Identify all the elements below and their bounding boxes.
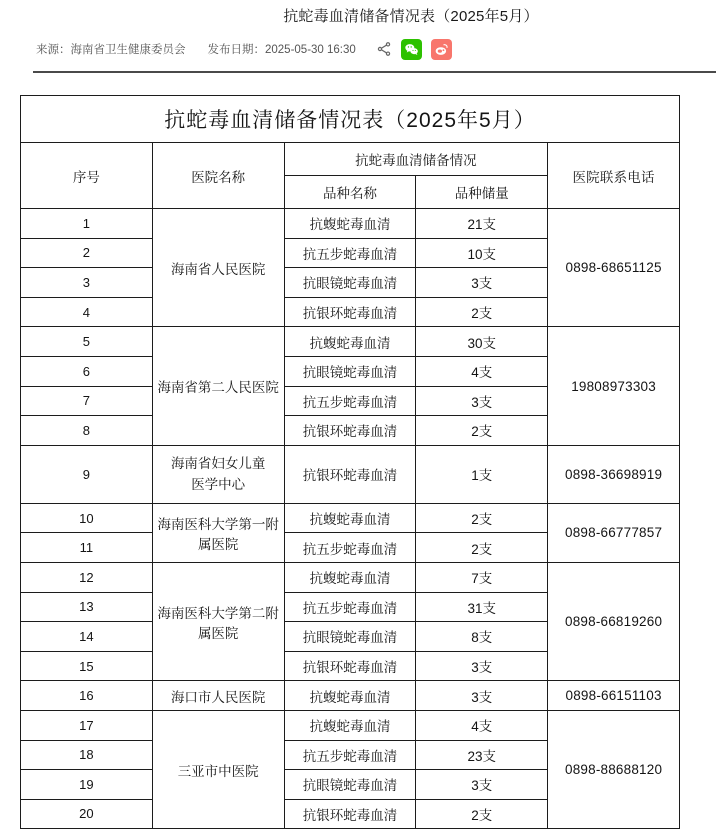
header-hospital: 医院名称 xyxy=(152,143,284,209)
cell-telephone: 19808973303 xyxy=(548,327,680,445)
cell-qty: 3支 xyxy=(416,386,548,416)
cell-kind: 抗蝮蛇毒血清 xyxy=(284,710,416,740)
cell-kind: 抗眼镜蛇毒血清 xyxy=(284,268,416,298)
article-header xyxy=(0,0,716,64)
cell-qty: 2支 xyxy=(416,799,548,829)
cell-hospital-name: 海南医科大学第二附属医院 xyxy=(152,562,284,680)
cell-qty: 23支 xyxy=(416,740,548,770)
cell-telephone: 0898-66819260 xyxy=(548,562,680,680)
cell-kind: 抗眼镜蛇毒血清 xyxy=(284,622,416,652)
cell-hospital-name: 海南省第二人民医院 xyxy=(152,327,284,445)
cell-seq: 11 xyxy=(21,533,153,563)
header-kind-name: 品种名称 xyxy=(284,176,416,209)
table-row xyxy=(21,710,680,740)
cell-hospital-name: 海口市人民医院 xyxy=(152,681,284,711)
cell-hospital-name: 三亚市中医院 xyxy=(152,710,284,828)
cell-qty: 7支 xyxy=(416,562,548,592)
cell-kind: 抗蝮蛇毒血清 xyxy=(284,681,416,711)
cell-qty: 2支 xyxy=(416,533,548,563)
cell-seq: 7 xyxy=(21,386,153,416)
table-row xyxy=(21,681,680,711)
cell-seq: 2 xyxy=(21,238,153,268)
article-meta-row xyxy=(0,34,716,64)
cell-qty: 21支 xyxy=(416,209,548,239)
cell-seq: 5 xyxy=(21,327,153,357)
cell-qty: 4支 xyxy=(416,710,548,740)
cell-kind: 抗银环蛇毒血清 xyxy=(284,445,416,503)
cell-telephone: 0898-66151103 xyxy=(548,681,680,711)
cell-kind: 抗五步蛇毒血清 xyxy=(284,386,416,416)
cell-qty: 3支 xyxy=(416,268,548,298)
share-group xyxy=(376,39,452,60)
cell-kind: 抗五步蛇毒血清 xyxy=(284,238,416,268)
cell-kind: 抗银环蛇毒血清 xyxy=(284,297,416,327)
cell-qty: 3支 xyxy=(416,681,548,711)
cell-telephone: 0898-88688120 xyxy=(548,710,680,828)
header-seq: 序号 xyxy=(21,143,153,209)
cell-seq: 3 xyxy=(21,268,153,298)
header-divider xyxy=(33,71,716,73)
cell-qty: 4支 xyxy=(416,356,548,386)
cell-qty: 3支 xyxy=(416,770,548,800)
table-body xyxy=(21,96,680,829)
cell-kind: 抗银环蛇毒血清 xyxy=(284,416,416,446)
cell-qty: 8支 xyxy=(416,622,548,652)
cell-telephone: 0898-68651125 xyxy=(548,209,680,327)
cell-telephone: 0898-36698919 xyxy=(548,445,680,503)
cell-seq: 19 xyxy=(21,770,153,800)
cell-kind: 抗眼镜蛇毒血清 xyxy=(284,770,416,800)
cell-seq: 6 xyxy=(21,356,153,386)
cell-qty: 2支 xyxy=(416,297,548,327)
cell-qty: 30支 xyxy=(416,327,548,357)
table-row xyxy=(21,503,680,533)
cell-seq: 10 xyxy=(21,503,153,533)
table-row xyxy=(21,562,680,592)
cell-kind: 抗蝮蛇毒血清 xyxy=(284,327,416,357)
cell-hospital-name xyxy=(152,445,284,503)
table-row xyxy=(21,327,680,357)
cell-seq: 17 xyxy=(21,710,153,740)
header-kind-qty: 品种储量 xyxy=(416,176,548,209)
cell-hospital-name: 海南省人民医院 xyxy=(152,209,284,327)
share-icon[interactable] xyxy=(376,41,392,57)
cell-hospital-name-line1: 海南省妇女儿童 xyxy=(170,456,266,472)
cell-seq: 12 xyxy=(21,562,153,592)
cell-kind: 抗蝮蛇毒血清 xyxy=(284,503,416,533)
table-caption-row xyxy=(21,96,680,143)
cell-kind: 抗银环蛇毒血清 xyxy=(284,651,416,681)
table-row xyxy=(21,209,680,239)
source-label: 来源：海南省卫生健康委员会 xyxy=(36,44,186,56)
cell-seq: 14 xyxy=(21,622,153,652)
cell-hospital-name-line2: 医学中心 xyxy=(191,477,246,493)
cell-seq: 13 xyxy=(21,592,153,622)
publish-date-label: 发布日期：2025-05-30 16:30 xyxy=(207,44,356,56)
cell-seq: 9 xyxy=(21,445,153,503)
cell-qty: 1支 xyxy=(416,445,548,503)
cell-qty: 31支 xyxy=(416,592,548,622)
wechat-icon[interactable] xyxy=(401,39,422,60)
cell-qty: 2支 xyxy=(416,503,548,533)
header-stock-group: 抗蛇毒血清储备情况 xyxy=(284,143,548,176)
cell-qty: 10支 xyxy=(416,238,548,268)
cell-kind: 抗五步蛇毒血清 xyxy=(284,592,416,622)
cell-qty: 3支 xyxy=(416,651,548,681)
cell-kind: 抗五步蛇毒血清 xyxy=(284,740,416,770)
cell-seq: 20 xyxy=(21,799,153,829)
cell-kind: 抗蝮蛇毒血清 xyxy=(284,562,416,592)
cell-hospital-name: 海南医科大学第一附属医院 xyxy=(152,503,284,562)
cell-telephone: 0898-66777857 xyxy=(548,503,680,562)
cell-kind: 抗眼镜蛇毒血清 xyxy=(284,356,416,386)
table-header-row-1 xyxy=(21,143,680,176)
weibo-icon[interactable] xyxy=(431,39,452,60)
table-caption: 抗蛇毒血清储备情况表（2025年5月） xyxy=(21,96,680,143)
page-title: 抗蛇毒血清储备情况表（2025年5月） xyxy=(283,8,539,25)
cell-seq: 8 xyxy=(21,416,153,446)
report-table-container xyxy=(20,95,680,829)
cell-kind: 抗银环蛇毒血清 xyxy=(284,799,416,829)
cell-seq: 18 xyxy=(21,740,153,770)
header-telephone: 医院联系电话 xyxy=(548,143,680,209)
cell-kind: 抗五步蛇毒血清 xyxy=(284,533,416,563)
cell-seq: 1 xyxy=(21,209,153,239)
antivenom-stock-table xyxy=(20,95,680,829)
cell-seq: 16 xyxy=(21,681,153,711)
cell-seq: 4 xyxy=(21,297,153,327)
cell-kind: 抗蝮蛇毒血清 xyxy=(284,209,416,239)
table-row xyxy=(21,445,680,503)
cell-qty: 2支 xyxy=(416,416,548,446)
cell-seq: 15 xyxy=(21,651,153,681)
